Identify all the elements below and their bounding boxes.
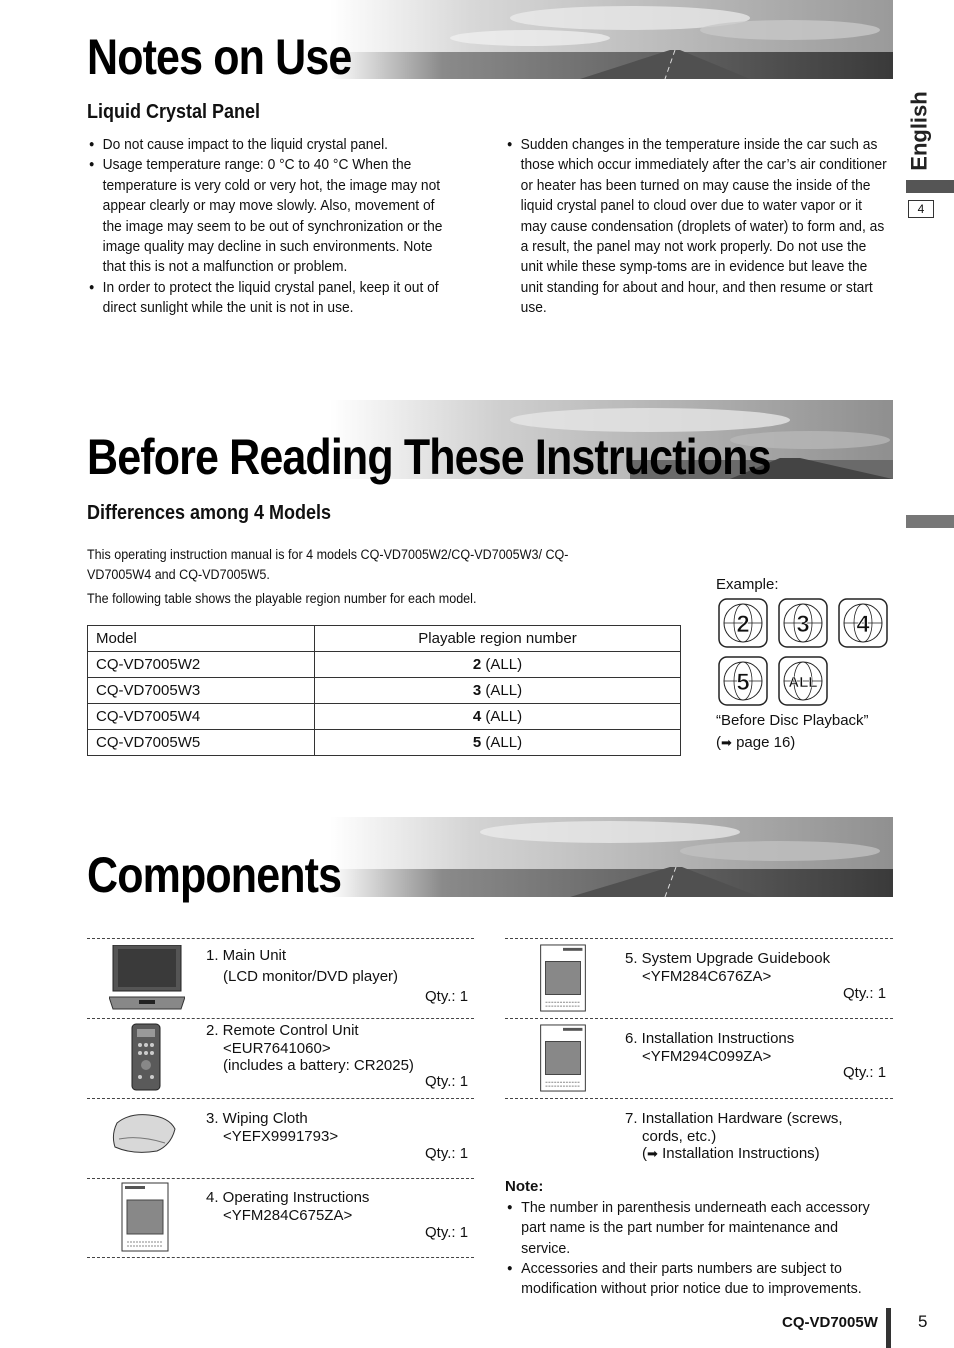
lcd-bullet-4: ● Sudden changes in the temperature inside the car such as those which occur immediately after the car’s air conditioner or heater has been turned on may cause the inside of the liquid crystal panel to cloud over due to water vapor or it may cause condensation (droplets of water) to form and, as a result, the panel may not work properly. Do not use the unit while these symp-toms are in evidence but leave the unit standing for about and hour, and then resume or start use.	[505, 135, 890, 319]
list-item	[505, 938, 893, 1018]
quantity: Qty.: 1	[425, 1145, 469, 1162]
arrow-right-icon: ➡	[721, 735, 732, 750]
list-item	[87, 1178, 474, 1258]
list-item	[505, 1018, 893, 1098]
lcd-bullet-2: ● Usage temperature range: 0 °C to 40 °C When the temperature is very cold or very hot, the image may not appear clearly or may move slowly. Also, movement of the image may seem to be out of synchronization or the image quality may decline in such environments. Note that this is not a malfunction or problem.	[87, 155, 455, 277]
liquid-crystal-heading: Liquid Crystal Panel	[87, 101, 261, 123]
lcd-left-column	[87, 135, 455, 319]
list-item	[87, 1098, 474, 1178]
note-title: Note:	[505, 1178, 544, 1195]
component-6: 6. Installation Instructions <YFM294C099ZA>	[625, 1030, 795, 1065]
wiping-cloth-image	[109, 1109, 179, 1157]
component-4: 4. Operating Instructions <YFM284C675ZA>	[206, 1189, 370, 1224]
disc-playback-reference	[716, 710, 869, 754]
svg-text:5: 5	[736, 669, 750, 696]
footer-divider	[886, 1308, 891, 1348]
lcd-right-column	[505, 135, 890, 319]
region-3-icon	[778, 598, 828, 648]
region-2-icon	[718, 598, 768, 648]
side-section-bar	[906, 515, 954, 528]
list-item	[87, 1018, 474, 1098]
booklet-image	[121, 1182, 169, 1252]
arrow-right-icon: ➡	[647, 1146, 658, 1161]
component-2: 2. Remote Control Unit <EUR7641060> (includes a battery: CR2025)	[206, 1022, 414, 1074]
page-title-components: Components	[87, 847, 342, 903]
footer-model: CQ-VD7005W	[782, 1314, 878, 1331]
quantity: Qty.: 1	[843, 985, 887, 1002]
quantity: Qty.: 1	[843, 1064, 887, 1081]
side-tab-bar	[906, 180, 954, 193]
component-1: 1. Main Unit (LCD monitor/DVD player)	[206, 947, 399, 985]
note-item: ● The number in parenthesis underneath each accessory part name is the part number for maintenance and service.	[505, 1198, 876, 1259]
model-cell: CQ-VD7005W3	[88, 678, 315, 704]
svg-text:2: 2	[736, 611, 750, 638]
reference-page: (➡ page 16)	[716, 734, 796, 751]
region-cell: 5 (ALL)	[315, 730, 681, 756]
main-unit-image	[109, 945, 185, 1011]
table-header: Playable region number	[315, 626, 681, 652]
region-table	[87, 625, 681, 756]
region-5-icon	[718, 656, 768, 706]
notes-list	[505, 1198, 876, 1299]
component-7: 7. Installation Hardware (screws, cords, etc.) (➡ Installation Instructions)	[625, 1110, 843, 1162]
side-tab-number: 4	[908, 200, 934, 218]
road-banner-image	[330, 0, 893, 79]
table-header: Model	[88, 626, 315, 652]
table-row	[88, 652, 681, 678]
quantity: Qty.: 1	[425, 1224, 469, 1241]
component-3: 3. Wiping Cloth <YEFX9991793>	[206, 1110, 339, 1145]
language-tab	[906, 88, 934, 174]
note-item: ● Accessories and their parts numbers are subject to modification without prior notice due to improvements.	[505, 1259, 876, 1300]
differences-heading: Differences among 4 Models	[87, 502, 332, 524]
table-header-row	[88, 626, 681, 652]
component-5: 5. System Upgrade Guidebook <YFM284C676ZA>	[625, 950, 831, 985]
language-label: English	[907, 91, 933, 171]
road-banner-image	[330, 817, 893, 897]
list-item	[505, 1098, 893, 1162]
quantity: Qty.: 1	[425, 1073, 469, 1090]
differences-paragraph-2: The following table shows the playable region number for each model.	[87, 591, 477, 606]
region-all-icon	[778, 656, 828, 706]
quantity: Qty.: 1	[425, 988, 469, 1005]
booklet-image	[539, 944, 587, 1012]
model-cell: CQ-VD7005W2	[88, 652, 315, 678]
region-cell: 3 (ALL)	[315, 678, 681, 704]
page-title-notes-on-use: Notes on Use	[87, 29, 352, 85]
table-row	[88, 678, 681, 704]
model-cell: CQ-VD7005W4	[88, 704, 315, 730]
region-cell: 4 (ALL)	[315, 704, 681, 730]
lcd-bullet-1: ● Do not cause impact to the liquid crystal panel.	[87, 135, 455, 155]
table-row	[88, 704, 681, 730]
region-4-icon	[838, 598, 888, 648]
booklet-image	[539, 1024, 587, 1092]
model-cell: CQ-VD7005W5	[88, 730, 315, 756]
reference-title: “Before Disc Playback”	[716, 712, 869, 729]
page-number: 5	[918, 1312, 928, 1331]
list-item	[87, 938, 474, 1018]
example-label: Example:	[716, 576, 779, 593]
remote-control-image	[131, 1023, 161, 1091]
page-title-before-reading: Before Reading These Instructions	[87, 429, 771, 485]
svg-text:4: 4	[856, 611, 870, 638]
svg-text:3: 3	[796, 611, 810, 638]
table-row	[88, 730, 681, 756]
svg-text:ALL: ALL	[788, 674, 818, 691]
differences-paragraph: This operating instruction manual is for 4 models CQ-VD7005W2/CQ-VD7005W3/ CQ-VD7005W4 and CQ-VD7005W5.	[87, 547, 569, 582]
lcd-bullet-3: ● In order to protect the liquid crystal panel, keep it out of direct sunlight while the unit is not in use.	[87, 278, 455, 319]
region-cell: 2 (ALL)	[315, 652, 681, 678]
